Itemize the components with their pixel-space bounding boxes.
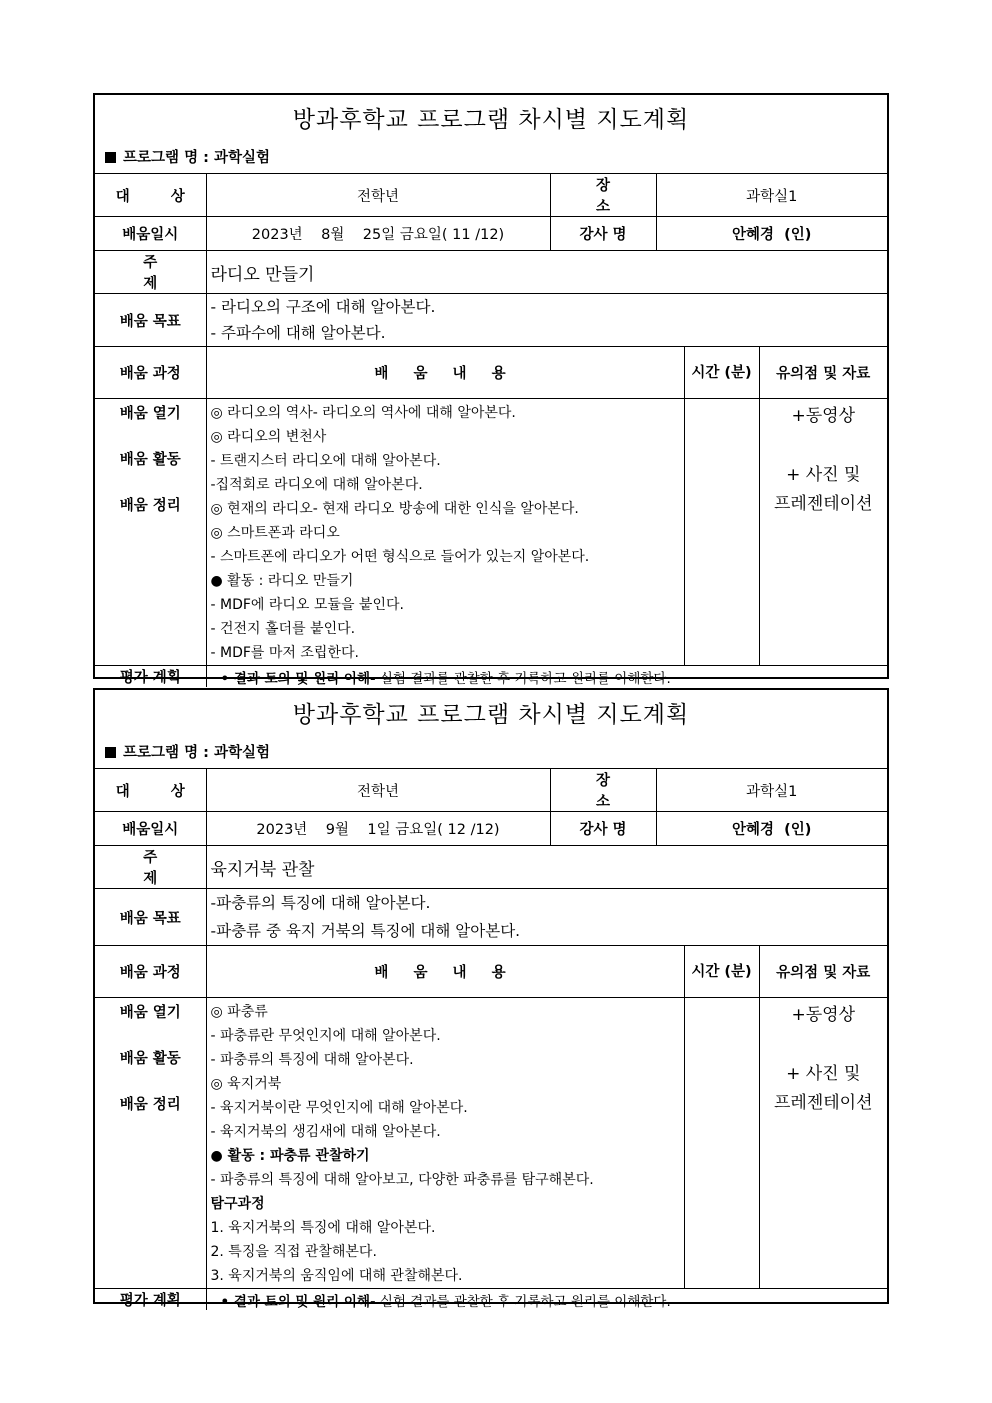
- program-name: 프로그램 명 : 과학실험: [105, 741, 270, 762]
- note-presentation: 프레젠테이션: [773, 1093, 873, 1113]
- content-line: ◎ 육지거북: [210, 1076, 282, 1092]
- notes-header: 유의점 및 자료: [759, 946, 887, 998]
- goals-label: 배움 목표: [95, 294, 206, 347]
- teacher-label: 강사 명: [550, 812, 656, 846]
- process-steps: [95, 998, 206, 1289]
- goals-list: [206, 889, 887, 946]
- evaluation-label: 평가 계획: [95, 666, 206, 688]
- square-bullet-icon: [105, 152, 116, 163]
- content-line: - 육지거북이란 무엇인지에 대해 알아본다.: [210, 1100, 468, 1116]
- goal-item: - 라디오의 구조에 대해 알아본다.: [210, 298, 436, 316]
- content-line: - 트랜지스터 라디오에 대해 알아본다.: [210, 453, 441, 469]
- content-line: - 스마트폰에 라디오가 어떤 형식으로 들어가 있는지 알아본다.: [210, 549, 590, 565]
- process-steps: [95, 399, 206, 666]
- lesson-content: [206, 998, 684, 1289]
- step-close: 배움 정리: [119, 498, 181, 514]
- content-line: ◎ 현재의 라디오- 현재 라디오 방송에 대한 인식을 알아본다.: [210, 501, 579, 517]
- notes-cell: [759, 399, 887, 666]
- plan-header: [95, 95, 887, 174]
- lesson-plan-2: [93, 688, 889, 1310]
- date-label: 배움일시: [95, 812, 206, 846]
- teacher-value: 안혜경 (인): [656, 812, 887, 846]
- place-value: 과학실1: [656, 769, 887, 812]
- goals-label: 배움 목표: [95, 889, 206, 946]
- content-line: ◎ 스마트폰과 라디오: [210, 525, 340, 541]
- time-header: 시간 (분): [684, 946, 759, 998]
- notes-cell: [759, 998, 887, 1289]
- goal-item: - 주파수에 대해 알아본다.: [210, 324, 386, 342]
- step-activity: 배움 활동: [119, 452, 181, 468]
- step-activity: 배움 활동: [119, 1051, 181, 1067]
- step-open: 배움 열기: [119, 406, 181, 422]
- process-header: 배움 과정: [95, 347, 206, 399]
- content-line: ● 활동 : 파충류 관찰하기: [210, 1148, 370, 1164]
- content-line: 1. 육지거북의 특징에 대해 알아본다.: [210, 1220, 436, 1236]
- plan-table: [95, 769, 887, 1310]
- content-header: 배 움 내 용: [206, 347, 684, 399]
- content-line: ◎ 파충류: [210, 1004, 268, 1020]
- place-value: 과학실1: [656, 174, 887, 217]
- evaluation-text: • 결과 토의 및 원리 이해- 실험 결과를 관찰한 후 기록하고 원리를 이해한다.: [206, 666, 887, 688]
- note-photo: + 사진 및: [786, 465, 861, 485]
- content-line: - 건전지 홀더를 붙인다.: [210, 621, 356, 637]
- target-value: 전학년: [206, 174, 550, 217]
- content-line: 3. 육지거북의 움직임에 대해 관찰해본다.: [210, 1268, 463, 1284]
- step-close: 배움 정리: [119, 1097, 181, 1113]
- content-line: ● 활동 : 라디오 만들기: [210, 573, 354, 589]
- topic-label: 주 제: [95, 846, 206, 889]
- plan-title: 방과후학교 프로그램 차시별 지도계획: [292, 107, 690, 133]
- goal-item: -파충류 중 육지 거북의 특징에 대해 알아본다.: [210, 922, 521, 940]
- time-cell: [684, 399, 759, 666]
- lesson-plan-1: [93, 93, 889, 687]
- content-header: 배 움 내 용: [206, 946, 684, 998]
- content-line: - 파충류의 특징에 대해 알아보고, 다양한 파충류를 탐구해본다.: [210, 1172, 594, 1188]
- plan-title: 방과후학교 프로그램 차시별 지도계획: [292, 702, 690, 728]
- lesson-content: [206, 399, 684, 666]
- plan-header: [95, 690, 887, 769]
- place-label: 장 소: [550, 174, 656, 217]
- target-label: 대 상: [95, 769, 206, 812]
- content-line: 2. 특징을 직접 관찰해본다.: [210, 1244, 377, 1260]
- content-line: - 육지거북의 생김새에 대해 알아본다.: [210, 1124, 441, 1140]
- evaluation-label: 평가 계획: [95, 1289, 206, 1311]
- topic-label: 주 제: [95, 251, 206, 294]
- goal-item: -파충류의 특징에 대해 알아본다.: [210, 894, 431, 912]
- date-value: 2023년 8월 25일 금요일( 11 /12): [206, 217, 550, 251]
- target-label: 대 상: [95, 174, 206, 217]
- content-line: ◎ 라디오의 역사- 라디오의 역사에 대해 알아본다.: [210, 405, 516, 421]
- time-header: 시간 (분): [684, 347, 759, 399]
- note-video: +동영상: [791, 1005, 855, 1025]
- note-presentation: 프레젠테이션: [773, 494, 873, 514]
- topic-value: 육지거북 관찰: [206, 846, 887, 889]
- place-label: 장 소: [550, 769, 656, 812]
- time-cell: [684, 998, 759, 1289]
- step-open: 배움 열기: [119, 1005, 181, 1021]
- goals-list: [206, 294, 887, 347]
- plan-table: [95, 174, 887, 687]
- content-line: -집적회로 라디오에 대해 알아본다.: [210, 477, 423, 493]
- content-line: 탐구과정: [210, 1196, 265, 1212]
- evaluation-text: • 결과 토의 및 원리 이해- 실험 결과를 관찰한 후 기록하고 원리를 이해한다.: [206, 1289, 887, 1311]
- square-bullet-icon: [105, 747, 116, 758]
- teacher-value: 안혜경 (인): [656, 217, 887, 251]
- process-header: 배움 과정: [95, 946, 206, 998]
- content-line: - 파충류의 특징에 대해 알아본다.: [210, 1052, 414, 1068]
- date-value: 2023년 9월 1일 금요일( 12 /12): [206, 812, 550, 846]
- date-label: 배움일시: [95, 217, 206, 251]
- topic-value: 라디오 만들기: [206, 251, 887, 294]
- notes-header: 유의점 및 자료: [759, 347, 887, 399]
- content-line: - 파충류란 무엇인지에 대해 알아본다.: [210, 1028, 441, 1044]
- content-line: - MDF에 라디오 모듈을 붙인다.: [210, 597, 404, 613]
- content-line: - MDF를 마저 조립한다.: [210, 645, 359, 661]
- program-name: 프로그램 명 : 과학실험: [105, 146, 270, 167]
- target-value: 전학년: [206, 769, 550, 812]
- teacher-label: 강사 명: [550, 217, 656, 251]
- content-line: ◎ 라디오의 변천사: [210, 429, 327, 445]
- note-video: +동영상: [791, 406, 855, 426]
- note-photo: + 사진 및: [786, 1064, 861, 1084]
